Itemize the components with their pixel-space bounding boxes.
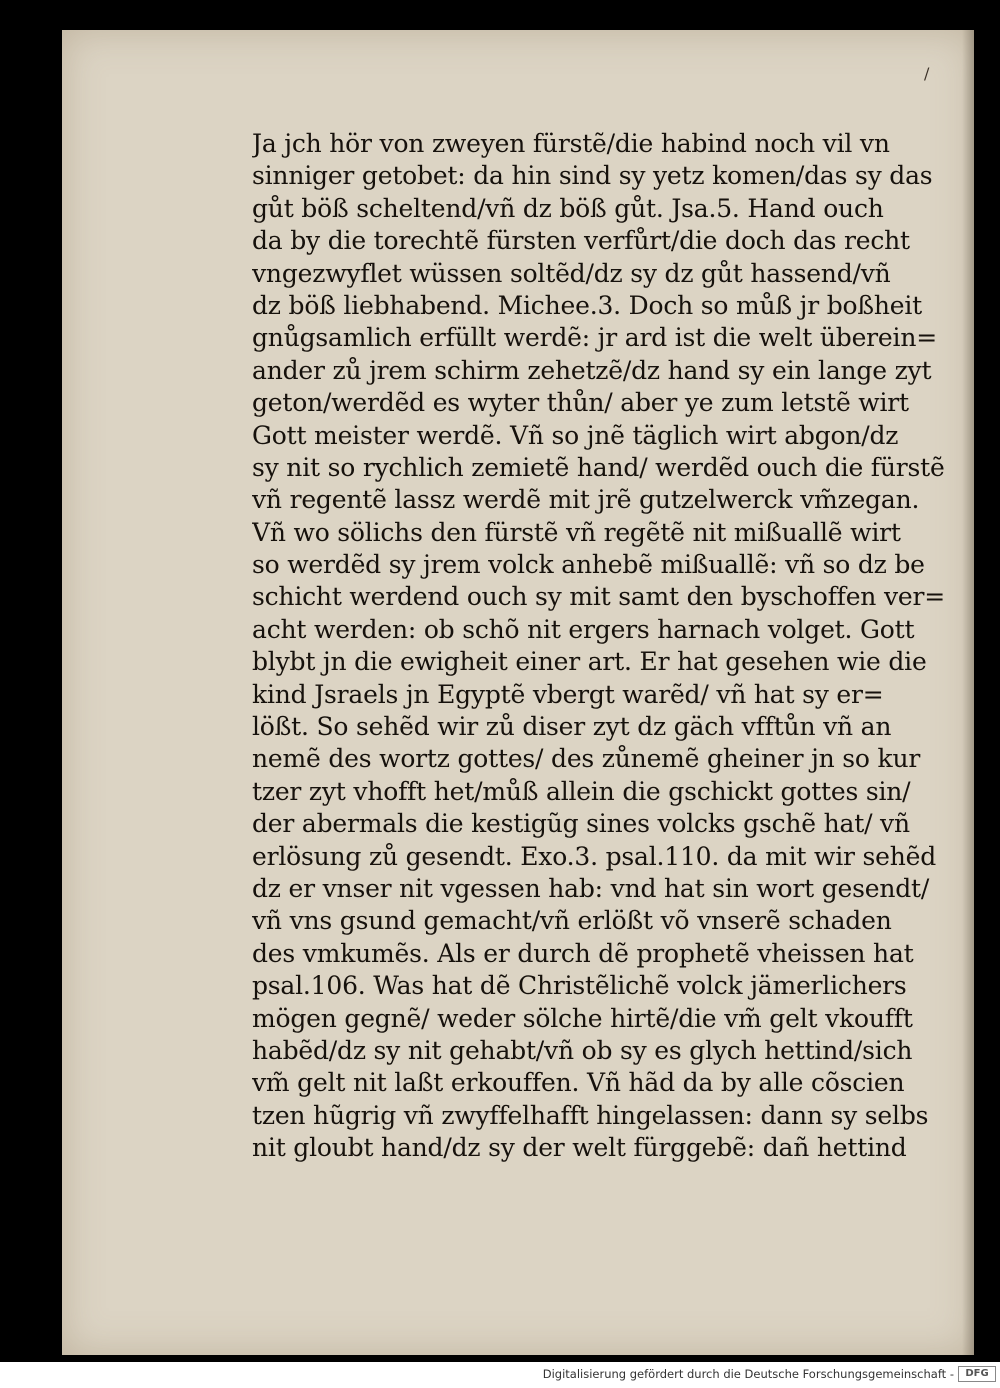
text-line: vñ vns gsund gemacht/vñ erlößt võ vnserẽ schaden (252, 906, 892, 936)
text-line: acht werden: ob schõ nit ergers harnach volget. Gott (252, 614, 915, 644)
text-line: vngezwyflet wüssen soltẽd/dz sy dz gůt hassend/vñ (252, 258, 891, 288)
text-line: ander zů jrem schirm zehetzẽ/dz hand sy ein lange zyt (252, 355, 932, 385)
fraktur-text-block (252, 128, 982, 1165)
text-line: habẽd/dz sy nit gehabt/vñ ob sy es glych hettind/sich (252, 1035, 913, 1065)
text-line: vñ regentẽ lassz werdẽ mit jrẽ gutzelwerck vm̃zegan. (252, 485, 920, 515)
text-line: des vmkumẽs. Als er durch dẽ prophetẽ vheissen hat (252, 938, 914, 968)
text-line: sy nit so rychlich zemietẽ hand/ werdẽd ouch die fürstẽ (252, 452, 945, 482)
text-line: nit gloubt hand/dz sy der welt fürggebẽ: dañ hettind (252, 1133, 907, 1163)
text-line: psal.106. Was hat dẽ Christẽlichẽ volck jämerlichers (252, 971, 907, 1001)
text-line: tzen hũgrig vñ zwyffelhafft hingelassen: dann sy selbs (252, 1100, 929, 1130)
scanned-page (62, 30, 974, 1355)
text-line: vm̃ gelt nit laßt erkouffen. Vñ hãd da by alle cõscien (252, 1068, 905, 1098)
text-line: tzer zyt vhofft het/můß allein die gschickt gottes sin/ (252, 776, 911, 806)
text-line: schicht werdend ouch sy mit samt den byschoffen ver= (252, 582, 945, 612)
text-line: lößt. So sehẽd wir zů diser zyt dz gäch vfftůn vñ an (252, 712, 892, 742)
text-line: sinniger getobet: da hin sind sy yetz komen/das sy das (252, 161, 933, 191)
text-line: blybt jn die ewigheit einer art. Er hat gesehen wie die (252, 647, 927, 677)
text-line: kind Jsraels jn Egyptẽ vbergt warẽd/ vñ hat sy er= (252, 679, 884, 709)
dfg-logo: DFG (958, 1366, 996, 1382)
footer-credit: Digitalisierung gefördert durch die Deutsche Forschungsgemeinschaft - (542, 1367, 954, 1381)
text-line: Ja jch hör von zweyen fürstẽ/die habind noch vil vn (252, 129, 890, 158)
text-line: Vñ wo sölichs den fürstẽ vñ regẽtẽ nit mißuallẽ wirt (252, 517, 901, 547)
text-line: dz böß liebhabend. Michee.3. Doch so můß jr boßheit (252, 290, 923, 320)
footer-bar (0, 1362, 1000, 1388)
text-line: gnůgsamlich erfüllt werdẽ: jr ard ist die welt überein= (252, 323, 937, 353)
text-line: Gott meister werdẽ. Vñ so jnẽ täglich wirt abgon/dz (252, 420, 899, 450)
text-line: dz er vnser nit vgessen hab: vnd hat sin wort gesendt/ (252, 873, 930, 903)
text-line: so werdẽd sy jrem volck anhebẽ mißuallẽ: vñ so dz be (252, 550, 925, 580)
text-line: gůt böß scheltend/vñ dz böß gůt. Jsa.5. Hand ouch (252, 193, 884, 223)
text-line: erlösung zů gesendt. Exo.3. psal.110. da mit wir sehẽd (252, 841, 937, 871)
page-corner-mark: / (924, 64, 930, 83)
text-line: da by die torechtẽ fürsten verfůrt/die doch das recht (252, 226, 910, 256)
text-line: nemẽ des wortz gottes/ des zůnemẽ gheiner jn so kur (252, 744, 921, 774)
text-line: mögen gegnẽ/ weder sölche hirtẽ/die vm̃ gelt vkoufft (252, 1003, 913, 1033)
text-line: geton/werdẽd es wyter thůn/ aber ye zum letstẽ wirt (252, 388, 909, 418)
text-line: der abermals die kestigũg sines volcks gschẽ hat/ vñ (252, 809, 910, 839)
